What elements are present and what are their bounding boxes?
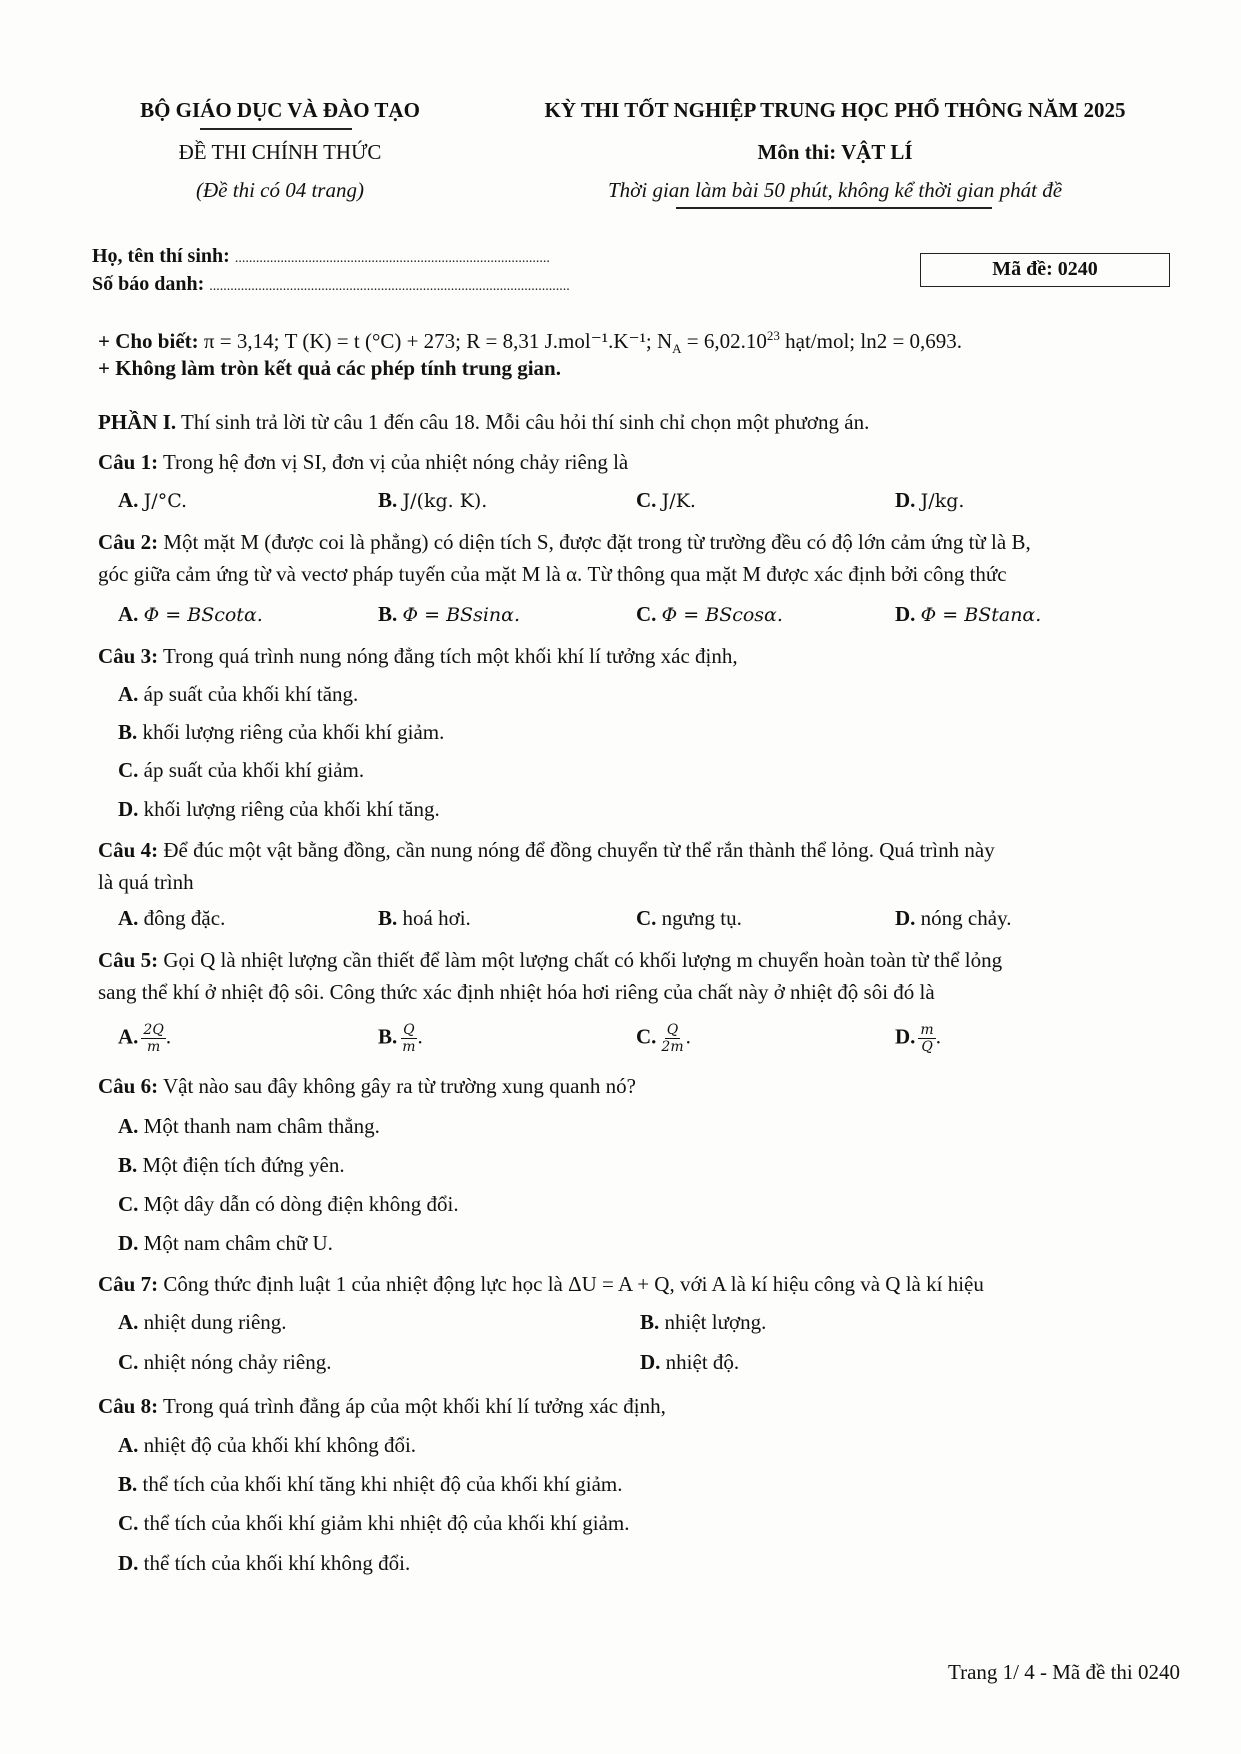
q3-label: Câu 3:: [98, 644, 159, 668]
q2-option-a[interactable]: A. Φ = BScotα.: [118, 602, 263, 626]
q4-option-c[interactable]: C. ngưng tụ.: [636, 906, 742, 930]
candidate-id-row: [92, 273, 570, 296]
official-label: ĐỀ THI CHÍNH THỨC: [178, 140, 382, 164]
exam-code-box: Mã đề: 0240: [920, 253, 1170, 287]
q3-option-c[interactable]: C. áp suất của khối khí giảm.: [118, 758, 365, 782]
time-underline: [676, 207, 992, 209]
q5-option-c[interactable]: C. $\frac{Q}{2m}$ .: [636, 1022, 691, 1055]
q7-text: Công thức định luật 1 của nhiệt động lực học là ΔU = A + Q, với A là kí hiệu công và Q là kí hiệu: [158, 1272, 984, 1296]
q3-option-b[interactable]: B. khối lượng riêng của khối khí giảm.: [118, 720, 445, 744]
q2-label: Câu 2:: [98, 530, 159, 554]
q5-text2: sang thể khí ở nhiệt độ sôi. Công thức xác định nhiệt hóa hơi riêng của chất này ở nhiệt độ sôi đó là: [98, 980, 935, 1004]
q4-option-a[interactable]: A. đông đặc.: [118, 906, 226, 930]
q5-option-d[interactable]: D. $\frac{m}{Q}$ .: [895, 1022, 941, 1055]
candidate-name-label: Họ, tên thí sinh:: [92, 245, 230, 267]
given-label: + Cho biết:: [98, 329, 199, 353]
question-1: [98, 446, 1188, 478]
given-text2: = 6,02.10: [681, 329, 767, 353]
q8-label: Câu 8:: [98, 1394, 159, 1418]
part1-text: Thí sinh trả lời từ câu 1 đến câu 18. Mỗi câu hỏi thí sinh chỉ chọn một phương án.: [176, 410, 870, 434]
q1-label: Câu 1:: [98, 450, 159, 474]
page-footer: Trang 1/ 4 - Mã đề thi 0240: [948, 1660, 1180, 1684]
q2-option-d[interactable]: D. Φ = BStanα.: [895, 602, 1042, 626]
question-7: [98, 1268, 1188, 1300]
q7-label: Câu 7:: [98, 1272, 159, 1296]
given-na-sub: A: [672, 341, 682, 357]
q8-option-d[interactable]: D. thể tích của khối khí không đổi.: [118, 1551, 411, 1575]
q4-text2: là quá trình: [98, 870, 194, 894]
q7-option-b[interactable]: B. nhiệt lượng.: [640, 1310, 767, 1334]
q3-option-d[interactable]: D. khối lượng riêng của khối khí tăng.: [118, 797, 440, 821]
q7-option-a[interactable]: A. nhiệt dung riêng.: [118, 1310, 287, 1334]
q6-text: Vật nào sau đây không gây ra từ trường xung quanh nó?: [158, 1074, 636, 1098]
q6-option-a[interactable]: A. Một thanh nam châm thẳng.: [118, 1114, 380, 1138]
q8-option-c[interactable]: C. thể tích của khối khí giảm khi nhiệt độ của khối khí giảm.: [118, 1511, 630, 1535]
q1-option-b[interactable]: B. J/(kg. K).: [378, 488, 488, 512]
q2-text1: Một mặt M (được coi là phẳng) có diện tích S, được đặt trong từ trường đều có độ lớn cảm ứng từ là B,: [158, 530, 1031, 554]
q6-label: Câu 6:: [98, 1074, 159, 1098]
q3-text: Trong quá trình nung nóng đẳng tích một khối khí lí tưởng xác định,: [158, 644, 738, 668]
exam-title: KỲ THI TỐT NGHIỆP TRUNG HỌC PHỔ THÔNG NĂM 2025: [544, 98, 1126, 122]
given-text: π = 3,14; T (K) = t (°C) + 273; R = 8,31 J.mol⁻¹.K⁻¹; N: [198, 329, 673, 353]
part1-instruction: [98, 406, 1188, 438]
ministry-name: BỘ GIÁO DỤC VÀ ĐÀO TẠO: [140, 98, 420, 122]
q5-option-b[interactable]: B. $\frac{Q}{m}$ .: [378, 1022, 423, 1055]
question-3: [98, 640, 1188, 672]
q7-option-d[interactable]: D. nhiệt độ.: [640, 1350, 740, 1374]
part1-label: PHẦN I.: [98, 410, 177, 434]
subject: Môn thi: VẬT LÍ: [757, 140, 913, 164]
q4-label: Câu 4:: [98, 838, 159, 862]
q4-option-d[interactable]: D. nóng chảy.: [895, 906, 1012, 930]
q8-option-a[interactable]: A. nhiệt độ của khối khí không đổi.: [118, 1433, 417, 1457]
q6-option-d[interactable]: D. Một nam châm chữ U.: [118, 1231, 333, 1255]
candidate-id-dots: .......................................................................................................: [209, 279, 570, 294]
candidate-name-dots: ..........................................................................................: [234, 251, 550, 266]
q2-text2: góc giữa cảm ứng từ và vectơ pháp tuyến của mặt M là α. Từ thông qua mặt M được xác định bởi công thức: [98, 562, 1007, 586]
q6-option-c[interactable]: C. Một dây dẫn có dòng điện không đổi.: [118, 1192, 459, 1216]
q2-option-c[interactable]: C. Φ = BScosα.: [636, 602, 783, 626]
q5-label: Câu 5:: [98, 948, 159, 972]
q6-option-b[interactable]: B. Một điện tích đứng yên.: [118, 1153, 345, 1177]
exam-time: Thời gian làm bài 50 phút, không kể thời gian phát đề: [607, 178, 1063, 202]
q1-option-d[interactable]: D. J/kg.: [895, 488, 965, 512]
q1-option-c[interactable]: C. J/K.: [636, 488, 696, 512]
question-4: [98, 834, 1188, 898]
question-8: [98, 1390, 1188, 1422]
q5-option-a[interactable]: A. $\frac{2Q}{m}$ .: [118, 1022, 172, 1055]
q8-option-b[interactable]: B. thể tích của khối khí tăng khi nhiệt độ của khối khí giảm.: [118, 1472, 623, 1496]
question-2: [98, 526, 1188, 590]
q2-option-b[interactable]: B. Φ = BSsinα.: [378, 602, 521, 626]
question-6: [98, 1070, 1188, 1102]
q7-option-c[interactable]: C. nhiệt nóng chảy riêng.: [118, 1350, 332, 1374]
q4-text1: Để đúc một vật bằng đồng, cần nung nóng để đồng chuyển từ thể rắn thành thể lỏng. Quá trình này: [158, 838, 995, 862]
given-exponent: 23: [766, 328, 780, 343]
q1-text: Trong hệ đơn vị SI, đơn vị của nhiệt nóng chảy riêng là: [158, 450, 629, 474]
q8-text: Trong quá trình đẳng áp của một khối khí lí tưởng xác định,: [158, 1394, 666, 1418]
page-count: (Đề thi có 04 trang): [196, 178, 364, 202]
q3-option-a[interactable]: A. áp suất của khối khí tăng.: [118, 682, 359, 706]
question-5: [98, 944, 1188, 1008]
candidate-name-row: [92, 245, 550, 268]
ministry-underline: [200, 128, 352, 130]
rounding-note: + Không làm tròn kết quả các phép tính trung gian.: [98, 356, 561, 380]
candidate-id-label: Số báo danh:: [92, 273, 205, 295]
q4-option-b[interactable]: B. hoá hơi.: [378, 906, 471, 930]
given-text3: hạt/mol; ln2 = 0,693.: [779, 329, 963, 353]
q1-option-a[interactable]: A. J/°C.: [118, 488, 188, 512]
q5-text1: Gọi Q là nhiệt lượng cần thiết để làm một lượng chất có khối lượng m chuyển hoàn toàn từ thể lỏng: [158, 948, 1003, 972]
